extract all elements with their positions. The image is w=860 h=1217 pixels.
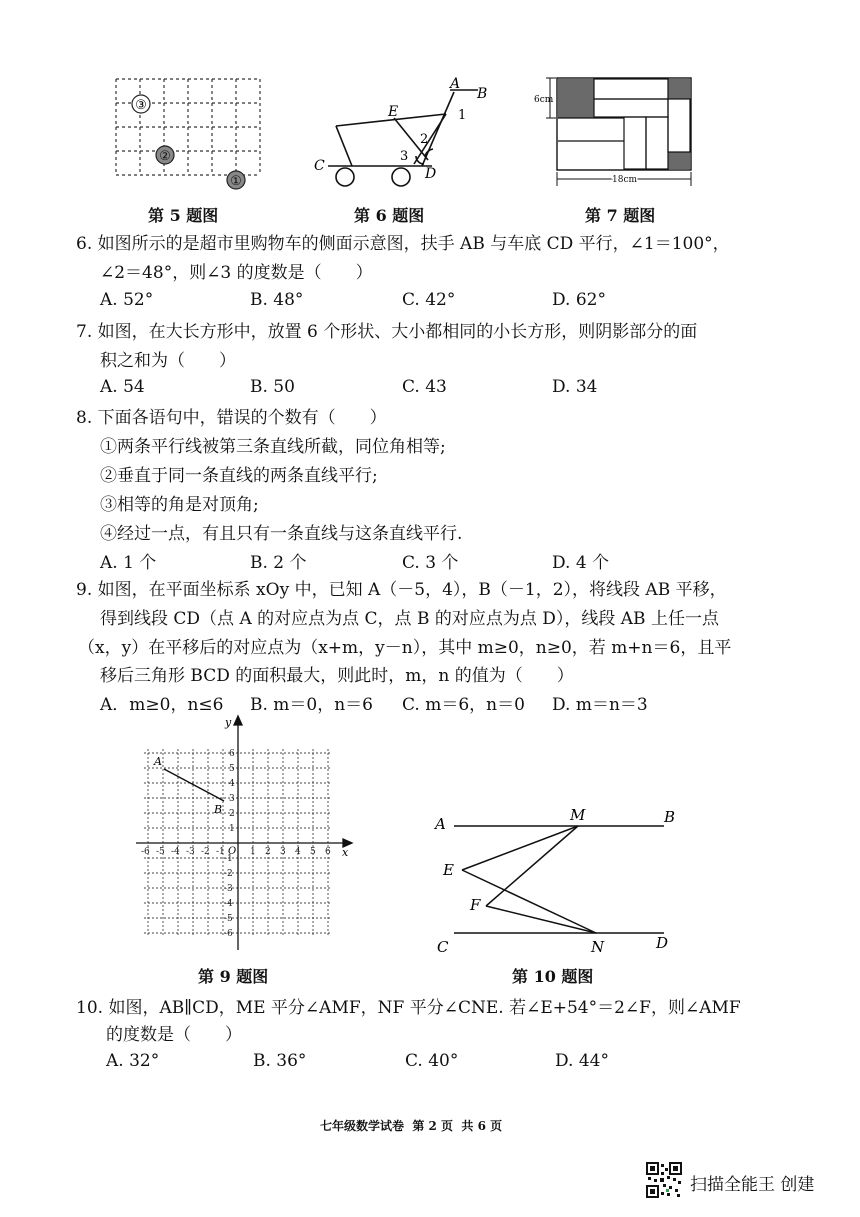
figure-7-caption: 第 7 题图 [585,206,656,225]
height-label: 6cm [534,95,554,105]
question-6-line-1: 6. 如图所示的是超市里购物车的侧面示意图，扶手 AB 与车底 CD 平行，∠1＝100°， [76,234,730,254]
question-10-number: 10. [76,998,104,1018]
line-label-D: D [656,934,669,952]
x-tick-label: 1 [250,847,256,857]
figure-10-caption: 第 10 题图 [512,967,594,986]
x-axis-label: x [342,846,349,859]
x-tick-label: 3 [280,847,286,857]
question-8-statement-4: ④经过一点，有且只有一条直线与这条直线平行. [100,524,463,544]
y-tick-label: 3 [229,794,235,804]
q6-option-c[interactable]: C. 42° [402,290,456,310]
angle-1-label: 1 [458,108,467,123]
x-tick-label: -2 [201,847,210,857]
x-tick-label: -5 [156,847,165,857]
q6-option-a[interactable]: A. 52° [100,290,154,310]
page-footer: 七年级数学试卷 第 2 页 共 6 页 [320,1119,503,1133]
question-9-line-1: 9. 如图，在平面坐标系 xOy 中，已知 A（－5，4），B（－1，2），将线段 AB 平移， [76,580,727,600]
x-tick-label: -1 [216,847,225,857]
q9-option-a[interactable]: A．m≥0，n≤6 [100,695,224,715]
label-D: D [425,166,437,182]
angle-2-label: 2 [420,132,429,147]
width-label: 18cm [612,175,638,185]
label-E: E [388,104,399,120]
q7-option-b[interactable]: B. 50 [250,377,295,397]
y-axis-label: y [225,716,232,729]
y-tick-label: -1 [224,854,233,864]
line-label-C: C [437,938,449,956]
question-8-line-1: 8. 下面各语句中，错误的个数有（ ） [76,408,387,428]
x-tick-label: 4 [295,847,301,857]
question-10-line-2: 的度数是（ ） [106,1025,242,1045]
q7-option-d[interactable]: D. 34 [552,377,598,397]
question-8-statement-2: ②垂直于同一条直线的两条直线平行; [100,466,378,486]
figure-6 [308,76,500,192]
piece-2-label: ② [159,149,171,164]
label-B: B [477,86,488,102]
question-8-statement-1: ①两条平行线被第三条直线所截，同位角相等; [100,437,446,457]
y-tick-label: 4 [229,779,235,789]
q6-option-b[interactable]: B. 48° [250,290,304,310]
q9-option-d[interactable]: D. m＝n＝3 [552,695,648,715]
origin-label: O [228,846,237,857]
y-tick-label: -3 [224,884,233,894]
y-tick-label: 6 [229,749,235,759]
question-9-line-4: 移后三角形 BCD 的面积最大，则此时，m，n 的值为（ ） [100,666,574,686]
q9-option-c[interactable]: C. m＝6，n＝0 [402,695,525,715]
x-tick-label: 6 [325,847,331,857]
q10-option-b[interactable]: B. 36° [253,1051,307,1071]
y-tick-label: -2 [224,869,233,879]
question-7-line-1: 7. 如图，在大长方形中，放置 6 个形状、大小都相同的小长方形，则阴影部分的面 [76,322,698,342]
question-6-line-2: ∠2＝48°，则∠3 的度数是（ ） [100,263,373,283]
figure-10 [428,800,688,960]
x-tick-label: 5 [310,847,316,857]
y-tick-label: -5 [224,914,233,924]
point-E-label: E [443,861,454,879]
x-tick-label: -4 [171,847,180,857]
label-A: A [450,76,461,92]
figure-5 [108,72,270,192]
point-N-label: N [591,938,605,956]
q8-option-d[interactable]: D. 4 个 [552,553,610,573]
q8-option-c[interactable]: C. 3 个 [402,553,459,573]
qr-code-icon [646,1162,682,1198]
point-M-label: M [570,806,586,824]
question-9-line-2: 得到线段 CD（点 A 的对应点为点 C，点 B 的对应点为点 D），线段 AB 上任一点 [100,609,719,629]
q9-option-b[interactable]: B. m＝0，n＝6 [250,695,374,715]
figure-9-caption: 第 9 题图 [198,967,269,986]
q7-option-a[interactable]: A. 54 [100,377,145,397]
q8-option-a[interactable]: A. 1 个 [100,553,157,573]
question-6-number: 6. [76,234,93,254]
y-tick-label: -4 [224,899,233,909]
piece-1-label: ① [230,174,242,189]
point-B-label: B [214,803,223,816]
figure-7 [532,72,702,194]
x-tick-label: 2 [265,847,271,857]
x-tick-label: -6 [141,847,150,857]
figure-6-caption: 第 6 题图 [354,206,425,225]
q10-option-d[interactable]: D. 44° [555,1051,609,1071]
y-tick-label: -6 [224,929,233,939]
question-10-line-1: 10. 如图，AB∥CD，ME 平分∠AMF，NF 平分∠CNE. 若∠E+54°＝2∠F，则∠AMF [76,998,741,1018]
question-7-line-2: 积之和为（ ） [100,351,236,371]
question-9-number: 9. [76,580,93,600]
figure-5-caption: 第 5 题图 [148,206,219,225]
q10-option-c[interactable]: C. 40° [405,1051,459,1071]
q8-option-b[interactable]: B. 2 个 [250,553,307,573]
q6-option-d[interactable]: D. 62° [552,290,606,310]
y-tick-label: 2 [229,809,235,819]
question-8-number: 8. [76,408,93,428]
line-label-B: B [664,808,676,826]
y-tick-label: 5 [229,764,235,774]
angle-3-label: 3 [400,149,409,164]
question-7-number: 7. [76,322,93,342]
question-9-line-3: （x，y）在平移后的对应点为（x+m，y－n），其中 m≥0，n≥0，若 m+n＝6，且平 [78,638,732,658]
question-8-statement-3: ③相等的角是对顶角; [100,495,259,515]
x-tick-label: -3 [186,847,195,857]
line-label-A: A [435,815,446,833]
piece-3-label: ③ [135,98,147,113]
y-tick-label: 1 [229,824,235,834]
q7-option-c[interactable]: C. 43 [402,377,447,397]
point-F-label: F [470,896,481,914]
point-A-label: A [154,755,162,768]
figure-9 [130,714,355,954]
q10-option-a[interactable]: A. 32° [106,1051,160,1071]
label-C: C [314,158,325,174]
watermark-text: 扫描全能王 创建 [690,1175,815,1195]
